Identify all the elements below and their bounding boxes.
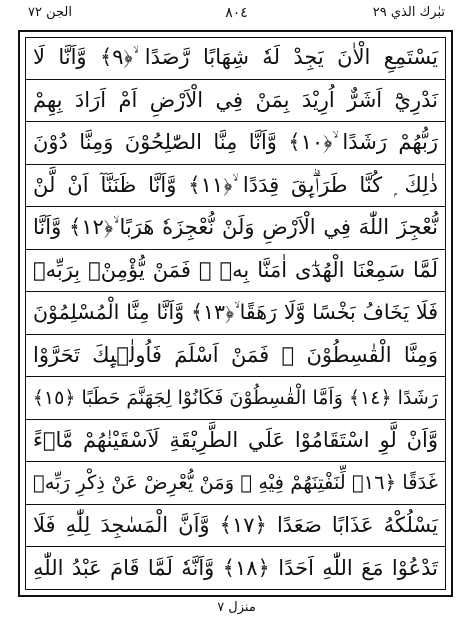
- line-text: نَدْرِيْٓ اَشَرٌّ اُرِيْدَ بِمَنْ فِي الْاَرْضِ اَمْ اَرَادَ بِهِمْ: [33, 88, 438, 113]
- line-text: رَشَدًا ﴿١٤﴾ وَاَمَّا الْقٰسِطُوْنَ فَكَانُوْا لِجَهَنَّمَ حَطَبًا ﴿١٥﴾: [32, 386, 438, 409]
- text-line: [25, 420, 446, 463]
- text-line: [25, 80, 446, 123]
- line-text: ذٰلِكَ ۭ كُنَّا طَرَاۗىِٕقَ قِدَدًا ۙ﴿١١﴾ وَّاَنَّا ظَنَنَّآ اَنْ لَّنْ: [33, 172, 438, 197]
- line-text: يَسْتَمِعِ الْاٰنَ يَجِدْ لَهٗ شِهَابًا رَّصَدًا ۙ﴿٩﴾ وَّاَنَّا لَا: [33, 45, 438, 70]
- text-line: [25, 377, 446, 420]
- page-number: ٨٠٤: [225, 5, 248, 21]
- text-line: [25, 37, 446, 80]
- text-line: [25, 505, 446, 548]
- text-line: [25, 292, 446, 335]
- juz-name: تبٰرك الذي ٢٩: [372, 5, 445, 20]
- line-text: لَمَّا سَمِعْنَا الْهُدٰٓى اٰمَنَّا بِهٖ ۭ فَمَنْ يُّؤْمِنْۢ بِرَبِّهٖ: [33, 258, 438, 283]
- text-line: [25, 547, 446, 590]
- line-text: وَمِنَّا الْقٰسِطُوْنَ ۭ فَمَنْ اَسْلَمَ فَاُولٰۗىِٕكَ تَحَرَّوْا: [33, 343, 438, 368]
- surah-name: الجن ٧٢: [28, 5, 72, 20]
- line-text: تَدْعُوْا مَعَ اللّٰهِ اَحَدًا ﴿١٨﴾ وَّاَنَّهٗ لَمَّا قَامَ عَبْدُ اللّٰهِ: [33, 556, 438, 581]
- text-line: [25, 207, 446, 250]
- line-text: نُّعْجِزَ اللّٰهَ فِي الْاَرْضِ وَلَنْ نُّعْجِزَهٗ هَرَبًا ۙ﴿١٢﴾ وَّاَنَّا: [33, 215, 438, 240]
- text-line: [25, 335, 446, 378]
- line-text: وَّاَنْ لَّوِ اسْتَقَامُوْا عَلَي الطَّرِيْقَةِ لَاَسْقَيْنٰهُمْ مَّاۗءً: [33, 428, 438, 453]
- manzil-footer: منزل ٧: [217, 600, 256, 615]
- line-text: فَلَا يَخَافُ بَخْسًا وَّلَا رَهَقًا ۙ﴿١٣﴾ وَّاَنَّا مِنَّا الْمُسْلِمُوْنَ: [33, 300, 438, 325]
- text-line: [25, 165, 446, 208]
- text-line: [25, 250, 446, 293]
- line-text: غَدَقًا ﴿١٦﴾ لِّنَفْتِنَهُمْ فِيْهِ ۭ وَمَنْ يُّعْرِضْ عَنْ ذِكْرِ رَبِّهٖ: [33, 471, 438, 495]
- page-header: [24, 3, 449, 27]
- text-line: [25, 122, 446, 165]
- line-text: يَسْلُكْهُ عَذَابًا صَعَدًا ﴿١٧﴾ وَّاَنَّ الْمَسٰجِدَ لِلّٰهِ فَلَا: [33, 513, 438, 538]
- text-block: [25, 37, 446, 590]
- line-text: رَبُّهُمْ رَشَدًا ۙ﴿١٠﴾ وَّاَنَّا مِنَّا الصّٰلِحُوْنَ وَمِنَّا دُوْنَ: [33, 130, 438, 155]
- text-line: [25, 462, 446, 505]
